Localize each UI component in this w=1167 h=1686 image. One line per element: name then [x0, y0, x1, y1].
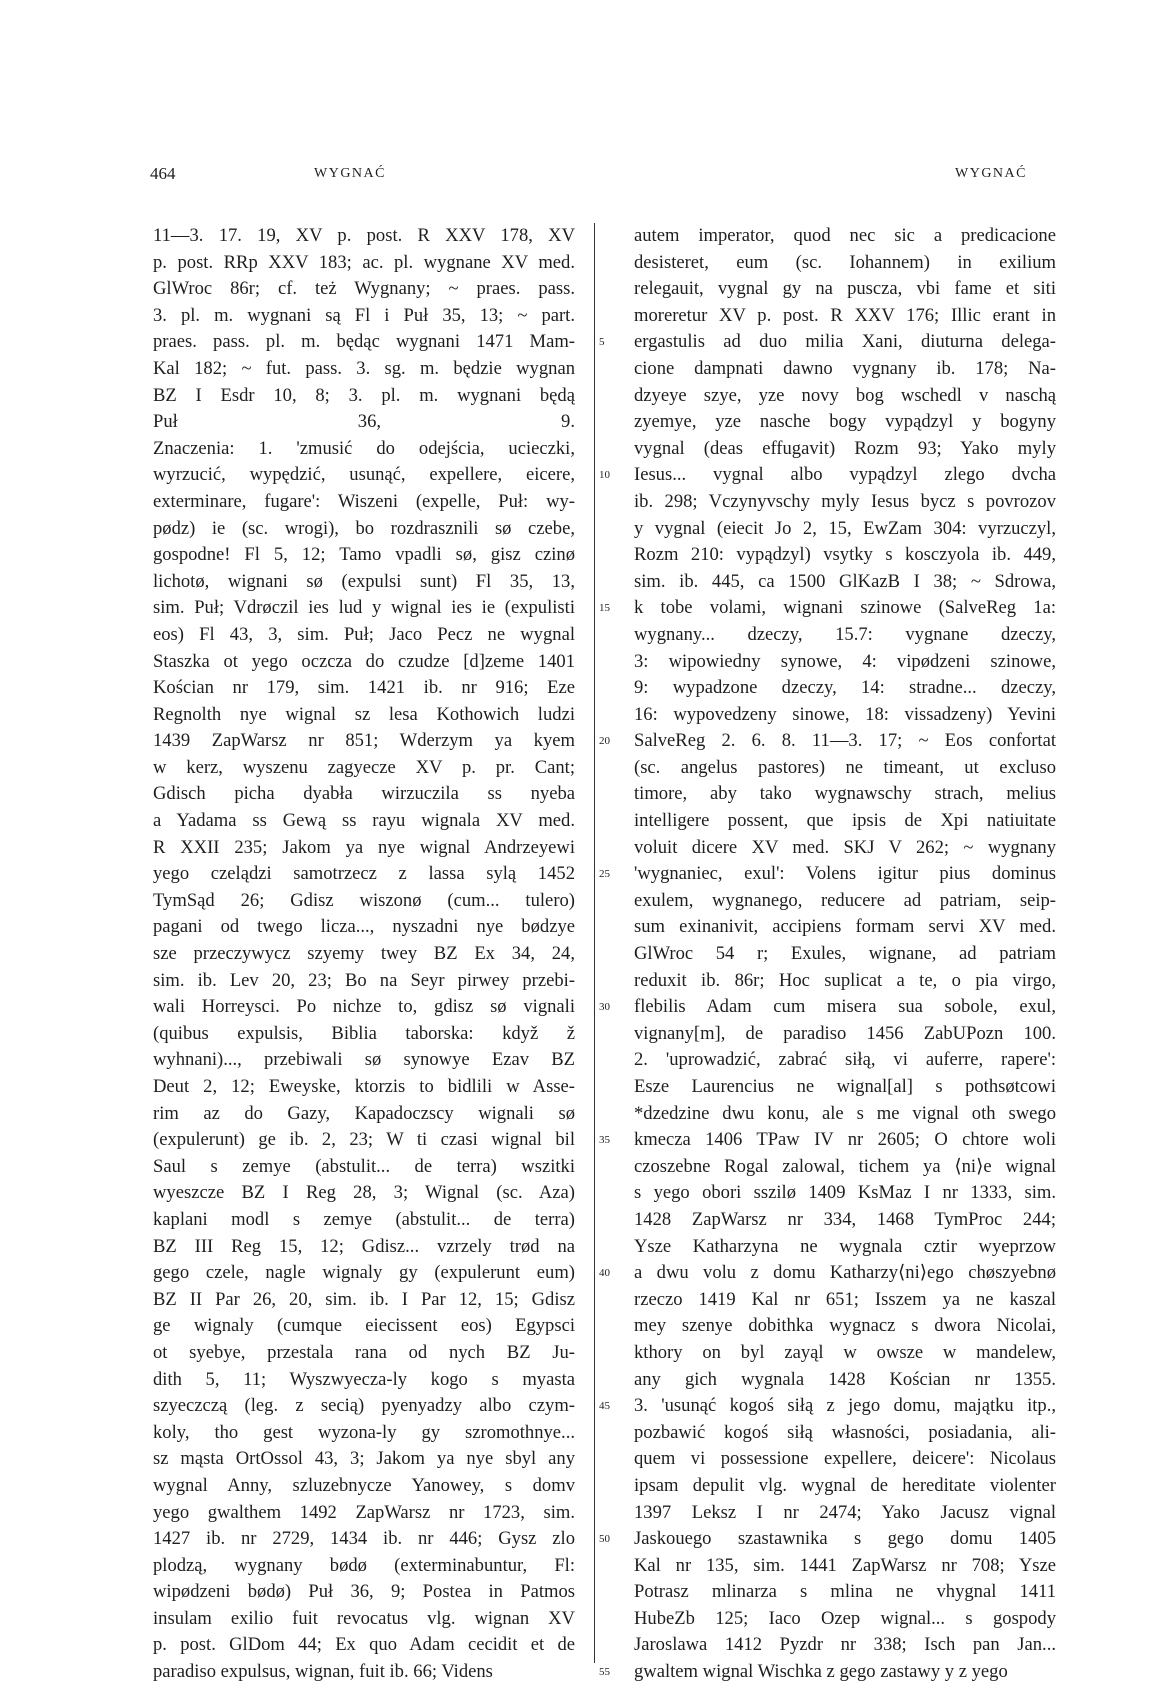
text-line: wyhnani)..., przebiwali sø synowye Ezav BZ: [153, 1049, 575, 1071]
text-line: wyeszcze BZ I Reg 28, 3; Wignal (sc. Aza): [153, 1182, 575, 1204]
text-line: Iesus... vygnal albo vypądzyl zlego dvcha: [634, 464, 1056, 486]
text-line: timore, aby tako wygnawschy strach, melius: [634, 783, 1056, 805]
text-line: Potrasz mlinarza s mlina ne vhygnal 1411: [634, 1581, 1056, 1603]
text-line: SalveReg 2. 6. 8. 11—3. 17; ~ Eos confortat: [634, 730, 1056, 752]
text-line: praes. pass. pl. m. będąc wygnani 1471 Mam-: [153, 331, 575, 353]
text-line: dzyeye szye, yze novy bog wschedl v naschą: [634, 384, 1056, 406]
text-line: ge wignaly (cumque eiecissent eos) Egypsci: [153, 1315, 575, 1337]
text-line: Deut 2, 12; Eweyske, ktorzis to bidlili w Asse-: [153, 1076, 575, 1097]
text-line: 1427 ib. nr 2729, 1434 ib. nr 446; Gysz zlo: [153, 1528, 575, 1550]
text-line: Staszka ot yego oczcza do czudze [d]zeme 1401: [153, 650, 575, 672]
line-number: 25: [599, 868, 610, 881]
text-line: gospodne! Fl 5, 12; Tamo vpadli sø, gisz czinø: [153, 544, 575, 566]
page-number: 464: [150, 164, 176, 183]
text-line: ergastulis ad duo milia Xani, diuturna delega-: [634, 331, 1056, 353]
text-line: Kal nr 135, sim. 1441 ZapWarsz nr 708; Ysze: [634, 1554, 1056, 1576]
running-head-left: WYGNAĆ: [314, 166, 386, 181]
text-line: 16: wypovedzeny sinowe, 18: vissadzeny) Yevini: [634, 703, 1056, 725]
text-line: paradiso expulsus, wignan, fuit ib. 66; Videns: [153, 1661, 493, 1683]
text-line: y vygnal (eiecit Jo 2, 15, EwZam 304: vyrzuczyl,: [634, 517, 1056, 539]
text-line: 2. 'uprowadzić, zabrać siłą, vi auferre, rapere':: [634, 1049, 1056, 1071]
text-line: GlWroc 86r; cf. też Wygnany; ~ praes. pass.: [153, 278, 575, 300]
running-head-right: WYGNAĆ: [955, 166, 1027, 181]
text-line: pagani od twego licza..., nyszadni nye bødzye: [153, 916, 575, 938]
line-number: 40: [599, 1267, 610, 1280]
text-line: sze przeczywycz szyemy twey BZ Ex 34, 24,: [153, 943, 575, 965]
text-line: koly, tho gest wyzona-ly gy szromothnye...: [153, 1421, 575, 1443]
text-line: Rozm 210: vypądzyl) vsytky s kosczyola ib. 449,: [634, 544, 1056, 566]
text-line: BZ II Par 26, 20, sim. ib. I Par 12, 15; Gdisz: [153, 1288, 575, 1310]
text-line: voluit dicere XV med. SKJ V 262; ~ wygnany: [634, 836, 1056, 858]
line-number: 50: [599, 1533, 610, 1546]
text-line: vignany[m], de paradiso 1456 ZabUPozn 100.: [634, 1022, 1056, 1044]
text-line: 1439 ZapWarsz nr 851; Wderzym ya kyem: [153, 730, 575, 752]
text-line: vygnal (deas effugavit) Rozm 93; Yako myly: [634, 437, 1056, 459]
text-line: cione dampnati dawno vygnany ib. 178; Na-: [634, 357, 1056, 379]
text-line: 3: wipowiedny synowe, 4: vipødzeni szinowe,: [634, 650, 1056, 672]
left-column: [153, 223, 575, 1686]
line-number: 55: [599, 1666, 610, 1679]
text-line: dith 5, 11; Wyszwyecza-ly kogo s myasta: [153, 1368, 575, 1390]
text-line: relegauit, vygnal gy na puscza, vbi fame et siti: [634, 278, 1056, 300]
text-line: lichotø, wignani sø (expulsi sunt) Fl 35, 13,: [153, 570, 575, 592]
text-line: moreretur XV p. post. R XXV 176; Illic erant in: [634, 304, 1056, 326]
text-line: 3. pl. m. wygnani są Fl i Puł 35, 13; ~ part.: [153, 304, 575, 326]
text-line: exulem, wygnanego, reducere ad patriam, seip-: [634, 889, 1056, 911]
text-line: pozbawić kogoś siłą własności, posiadania, ali-: [634, 1421, 1056, 1443]
text-line: intelligere possent, que ipsis de Xpi natiuitate: [634, 810, 1056, 832]
text-line: R XXII 235; Jakom ya nye wignal Andrzeyewi: [153, 836, 575, 858]
right-column: [634, 223, 1056, 1686]
text-line: sim. ib. 445, ca 1500 GlKazB I 38; ~ Sdrowa,: [634, 570, 1056, 592]
text-line: Puł 36, 9.: [153, 411, 575, 433]
text-line: Ysze Katharzyna ne wygnala cztir wyeprzow: [634, 1235, 1056, 1257]
text-line: (sc. angelus pastores) ne timeant, ut excluso: [634, 756, 1056, 778]
text-line: Kal 182; ~ fut. pass. 3. sg. m. będzie wygnan: [153, 357, 575, 379]
text-line: HubeZb 125; Iaco Ozep wignal... s gospody: [634, 1607, 1056, 1629]
text-line: szyeczczą (leg. z secią) pyenyadzy albo czym-: [153, 1395, 575, 1417]
text-line: wyrzucić, wypędzić, usunąć, expellere, eicere,: [153, 464, 575, 486]
line-number: 10: [599, 469, 610, 482]
text-line: ot syebye, przestala rana od nych BZ Ju-: [153, 1341, 575, 1363]
line-number: 20: [599, 735, 610, 748]
text-line: Znaczenia: 1. 'zmusić do odejścia, ucieczki,: [153, 437, 575, 459]
text-line: BZ III Reg 15, 12; Gdisz... vzrzely trød na: [153, 1235, 575, 1257]
text-line: sim. ib. Lev 20, 23; Bo na Seyr pirwey przebi-: [153, 969, 575, 991]
text-line: kaplani modl s zemye (abstulit... de terra): [153, 1208, 575, 1230]
text-line: mey szenye dobithka wygnacz s dwora Nicolai,: [634, 1315, 1056, 1337]
text-line: flebilis Adam cum misera sua sobole, exul,: [634, 996, 1056, 1018]
column-divider: [594, 223, 595, 1663]
text-line: reduxit ib. 86r; Hoc suplicat a te, o pia virgo,: [634, 969, 1056, 991]
text-line: czoszebne Rogal zalowal, tichem ya ⟨ni⟩e wignal: [634, 1155, 1056, 1177]
text-line: BZ I Esdr 10, 8; 3. pl. m. wygnani będą: [153, 384, 575, 406]
line-number: 35: [599, 1134, 610, 1147]
text-line: Jaskouego szastawnika s gego domu 1405: [634, 1528, 1056, 1550]
text-line: quem vi possessione expellere, deicere': Nicolaus: [634, 1448, 1056, 1470]
text-line: a dwu volu z domu Katharzy⟨ni⟩ego chøszyebnø: [634, 1262, 1056, 1284]
text-line: ipsam depulit vlg. wygnal de hereditate violenter: [634, 1474, 1056, 1496]
text-line: kthory on byl zayąl w owsze w mandelew,: [634, 1341, 1056, 1363]
line-number: 30: [599, 1001, 610, 1014]
text-line: GlWroc 54 r; Exules, wignane, ad patriam: [634, 943, 1056, 965]
text-line: wali Horreysci. Po nichze to, gdisz sø vignali: [153, 996, 575, 1018]
text-line: 11—3. 17. 19, XV p. post. R XXV 178, XV: [153, 225, 575, 246]
text-line: TymSąd 26; Gdisz wiszonø (cum... tulero): [153, 889, 575, 911]
text-line: sz mąsta OrtOssol 43, 3; Jakom ya nye sbyl any: [153, 1448, 575, 1470]
text-line: 9: wypadzone dzeczy, 14: stradne... dzeczy,: [634, 677, 1056, 699]
line-number: 15: [599, 602, 610, 615]
text-line: any gich wygnala 1428 Kościan nr 1355.: [634, 1368, 1056, 1390]
text-line: Kościan nr 179, sim. 1421 ib. nr 916; Eze: [153, 677, 575, 699]
text-line: rzeczo 1419 Kal nr 651; Isszem ya ne kaszal: [634, 1288, 1056, 1310]
text-line: plodzą, wygnany bødø (exterminabuntur, Fl:: [153, 1554, 575, 1576]
text-line: p. post. GlDom 44; Ex quo Adam cecidit et de: [153, 1634, 575, 1656]
text-line: Jaroslawa 1412 Pyzdr nr 338; Isch pan Jan...: [634, 1634, 1056, 1656]
text-line: *dzedzine dwu konu, ale s me vignal oth swego: [634, 1102, 1056, 1124]
page-header: [150, 164, 1055, 188]
text-line: sim. Puł; Vdrøczil ies lud y wignal ies ie (expulisti: [153, 597, 575, 619]
text-line: 3. 'usunąć kogoś siłą z jego domu, majątku itp.,: [634, 1395, 1056, 1417]
text-line: a Yadama ss Gewą ss rayu wignala XV med.: [153, 810, 575, 832]
text-line: yego gwalthem 1492 ZapWarsz nr 1723, sim.: [153, 1501, 575, 1523]
line-number: 5: [599, 336, 605, 349]
text-line: gego czele, nagle wignaly gy (expulerunt eum): [153, 1262, 575, 1284]
text-line: p. post. RRp XXV 183; ac. pl. wygnane XV med.: [153, 251, 575, 273]
line-number: 45: [599, 1400, 610, 1413]
text-line: Saul s zemye (abstulit... de terra) wszitki: [153, 1155, 575, 1177]
text-line: wygnany... dzeczy, 15.7: vygnane dzeczy,: [634, 623, 1056, 645]
text-line: insulam exilio fuit revocatus vlg. wignan XV: [153, 1607, 575, 1629]
text-line: Gdisch picha dyabła wirzuczila ss nyeba: [153, 783, 575, 805]
text-line: gwaltem wignal Wischka z gego zastawy y z yego: [634, 1661, 1008, 1683]
text-line: rim az do Gazy, Kapadoczscy wignali sø: [153, 1102, 575, 1124]
text-line: pødz) ie (sc. wrogi), bo rozdrasznili sø czebe,: [153, 517, 575, 539]
text-line: 1397 Leksz I nr 2474; Yako Jacusz vignal: [634, 1501, 1056, 1523]
text-line: s yego obori sszilø 1409 KsMaz I nr 1333, sim.: [634, 1182, 1056, 1204]
text-line: Regnolth nye wignal sz lesa Kothowich ludzi: [153, 703, 575, 725]
text-line: exterminare, fugare': Wiszeni (expelle, Puł: wy-: [153, 490, 575, 512]
text-line: sum exinanivit, accipiens formam servi XV med.: [634, 916, 1056, 938]
text-line: yego czelądzi samotrzecz z lassa sylą 1452: [153, 863, 575, 885]
text-line: eos) Fl 43, 3, sim. Puł; Jaco Pecz ne wygnal: [153, 623, 575, 645]
text-line: (quibus expulsis, Biblia taborska: když ž: [153, 1022, 575, 1044]
text-line: w kerz, wyszenu zagyecze XV p. pr. Cant;: [153, 756, 575, 778]
text-line: wipødzeni bødø) Puł 36, 9; Postea in Patmos: [153, 1581, 575, 1603]
text-line: zyemye, yze nasche bogy vypądzyl y bogyny: [634, 411, 1056, 433]
text-line: (expulerunt) ge ib. 2, 23; W ti czasi wignal bil: [153, 1129, 575, 1151]
text-line: kmecza 1406 TPaw IV nr 2605; O chtore woli: [634, 1129, 1056, 1151]
text-line: desisteret, eum (sc. Iohannem) in exilium: [634, 251, 1056, 273]
text-line: ib. 298; Vczynyvschy myly Iesus bycz s povrozov: [634, 490, 1056, 512]
text-line: autem imperator, quod nec sic a predicacione: [634, 225, 1056, 246]
text-line: 'wygnaniec, exul': Volens igitur pius dominus: [634, 863, 1056, 885]
text-line: wygnal Anny, szluzebnycze Yanowey, s domv: [153, 1474, 575, 1496]
text-line: Esze Laurencius ne wignal[al] s pothsøtcowi: [634, 1076, 1056, 1097]
text-line: 1428 ZapWarsz nr 334, 1468 TymProc 244;: [634, 1208, 1056, 1230]
text-line: k tobe volami, wignani szinowe (SalveReg 1a:: [634, 597, 1056, 619]
